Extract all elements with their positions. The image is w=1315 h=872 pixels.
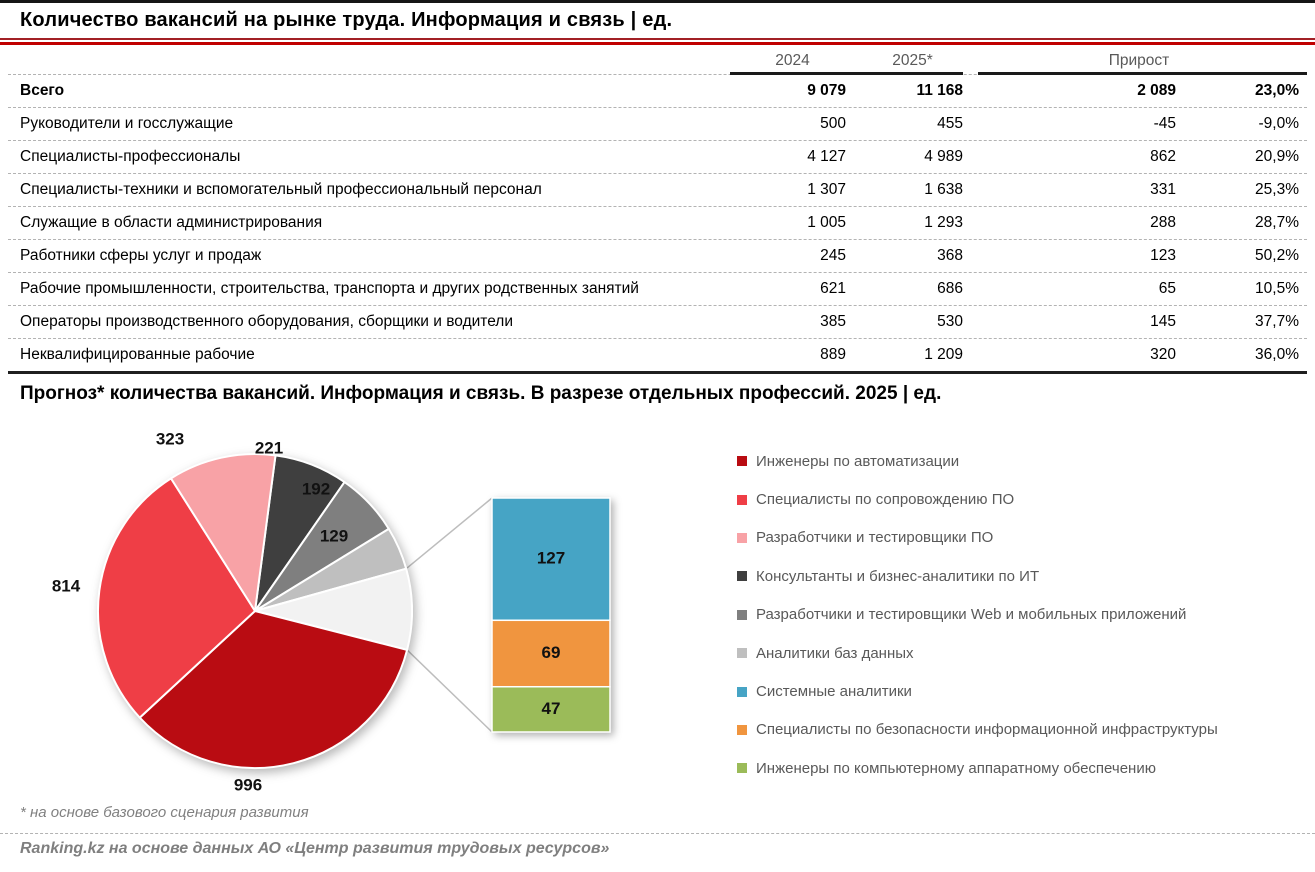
legend-marker	[737, 571, 747, 581]
pie-value-label: 996	[233, 775, 263, 795]
cell-2025: 455	[937, 115, 963, 132]
cell-2025: 1 293	[924, 214, 963, 231]
chart-legend	[737, 442, 1218, 788]
legend-marker	[737, 763, 747, 773]
pie-value-label: 323	[155, 429, 185, 449]
legend-marker	[737, 610, 747, 620]
legend-marker	[737, 687, 747, 697]
cell-growth-pct: 50,2%	[1255, 247, 1299, 264]
cell-2025: 368	[937, 247, 963, 264]
cell-growth-abs: 123	[1150, 247, 1176, 264]
row-label: Всего	[20, 82, 65, 99]
legend-marker	[737, 456, 747, 466]
cell-growth-pct: 20,9%	[1255, 148, 1299, 165]
legend-label: Инженеры по компьютерному аппаратному обеспечению	[756, 759, 1156, 777]
cell-2024: 385	[820, 313, 846, 330]
legend-label: Специалисты по безопасности информационной инфраструктуры	[756, 721, 1218, 739]
legend-marker	[737, 725, 747, 735]
table-row	[8, 75, 1307, 108]
cell-2025: 11 168	[916, 82, 963, 99]
legend-marker	[737, 495, 747, 505]
footer-divider	[0, 833, 1315, 834]
row-label: Рабочие промышленности, строительства, транспорта и других родственных занятий	[20, 280, 639, 297]
bar-of-pie-chart	[20, 418, 720, 810]
row-label: Руководители и госслужащие	[20, 115, 234, 132]
legend-marker	[737, 533, 747, 543]
cell-growth-abs: 65	[1158, 280, 1176, 297]
table-row	[8, 306, 1307, 339]
legend-item	[737, 711, 1218, 749]
header-underline-years	[730, 72, 963, 75]
bar-value-label: 127	[536, 548, 566, 568]
cell-growth-abs: 331	[1150, 181, 1176, 198]
cell-growth-abs: 145	[1150, 313, 1176, 330]
cell-2024: 1 005	[807, 214, 846, 231]
cell-growth-abs: 862	[1150, 148, 1176, 165]
table-title: Количество вакансий на рынке труда. Информация и связь | ед.	[20, 9, 673, 31]
cell-2024: 4 127	[807, 148, 846, 165]
title-rule-thin	[0, 38, 1315, 40]
title-rule-thick	[0, 42, 1315, 45]
cell-2025: 686	[937, 280, 963, 297]
row-label: Специалисты-техники и вспомогательный профессиональный персонал	[20, 181, 542, 198]
legend-item	[737, 672, 1218, 710]
pie-value-label: 814	[51, 576, 81, 596]
table-row	[8, 174, 1307, 207]
legend-label: Разработчики и тестировщики Web и мобильных приложений	[756, 606, 1187, 624]
vacancies-table	[8, 47, 1307, 374]
top-border-line	[0, 0, 1315, 3]
legend-marker	[737, 648, 747, 658]
cell-2025: 4 989	[924, 148, 963, 165]
cell-2024: 621	[820, 280, 846, 297]
legend-label: Системные аналитики	[756, 683, 912, 701]
pie-value-label: 192	[301, 479, 331, 499]
cell-2024: 889	[820, 346, 846, 363]
cell-2024: 500	[820, 115, 846, 132]
table-row	[8, 273, 1307, 306]
row-label: Операторы производственного оборудования, сборщики и водители	[20, 313, 514, 330]
legend-item	[737, 596, 1218, 634]
table-row	[8, 141, 1307, 174]
table-body	[8, 75, 1307, 374]
legend-item	[737, 480, 1218, 518]
source-note: Ranking.kz на основе данных АО «Центр развития трудовых ресурсов»	[20, 840, 610, 857]
legend-label: Консультанты и бизнес-аналитики по ИТ	[756, 567, 1040, 585]
pie-group	[98, 454, 412, 768]
connector-line-bottom	[407, 650, 492, 732]
cell-2025: 530	[937, 313, 963, 330]
cell-2024: 245	[820, 247, 846, 264]
header-underline-growth	[978, 72, 1307, 75]
table-row	[8, 339, 1307, 374]
cell-growth-pct: 28,7%	[1255, 214, 1299, 231]
cell-growth-abs: 320	[1150, 346, 1176, 363]
table-header-row	[8, 47, 1307, 75]
cell-2024: 1 307	[807, 181, 846, 198]
connector-line-top	[406, 498, 492, 569]
cell-growth-abs: 2 089	[1137, 82, 1176, 99]
bar-value-label: 69	[541, 643, 561, 663]
pie-value-label: 129	[319, 526, 349, 546]
legend-item	[737, 749, 1218, 787]
legend-label: Специалисты по сопровождению ПО	[756, 491, 1015, 509]
table-row	[8, 108, 1307, 141]
legend-label: Аналитики баз данных	[756, 644, 914, 662]
col-header-2024: 2024	[775, 51, 810, 69]
legend-label: Инженеры по автоматизации	[756, 452, 960, 470]
row-label: Неквалифицированные рабочие	[20, 346, 255, 363]
row-label: Служащие в области администрирования	[20, 214, 323, 231]
cell-growth-abs: 288	[1150, 214, 1176, 231]
cell-2025: 1 638	[924, 181, 963, 198]
pie-value-label: 221	[254, 438, 284, 458]
col-header-growth: Прирост	[1108, 51, 1170, 69]
table-row	[8, 207, 1307, 240]
cell-growth-pct: 10,5%	[1255, 280, 1299, 297]
legend-item	[737, 519, 1218, 557]
bar-value-label: 47	[541, 698, 561, 718]
legend-item	[737, 442, 1218, 480]
cell-growth-abs: -45	[1153, 115, 1176, 132]
row-label: Работники сферы услуг и продаж	[20, 247, 262, 264]
footnote-scenario: * на основе базового сценария развития	[20, 804, 309, 821]
chart-title: Прогноз* количества вакансий. Информация и связь. В разрезе отдельных профессий. 2025 | ед.	[20, 383, 942, 404]
other-bar-group	[492, 498, 610, 732]
cell-2024: 9 079	[807, 82, 846, 99]
cell-growth-pct: 37,7%	[1255, 313, 1299, 330]
legend-item	[737, 634, 1218, 672]
cell-growth-pct: 36,0%	[1255, 346, 1299, 363]
cell-2025: 1 209	[924, 346, 963, 363]
row-label: Специалисты-профессионалы	[20, 148, 241, 165]
legend-label: Разработчики и тестировщики ПО	[756, 529, 994, 547]
cell-growth-pct: 25,3%	[1255, 181, 1299, 198]
legend-item	[737, 557, 1218, 595]
cell-growth-pct: -9,0%	[1258, 115, 1299, 132]
cell-growth-pct: 23,0%	[1255, 82, 1299, 99]
table-row	[8, 240, 1307, 273]
col-header-2025: 2025*	[892, 51, 933, 69]
